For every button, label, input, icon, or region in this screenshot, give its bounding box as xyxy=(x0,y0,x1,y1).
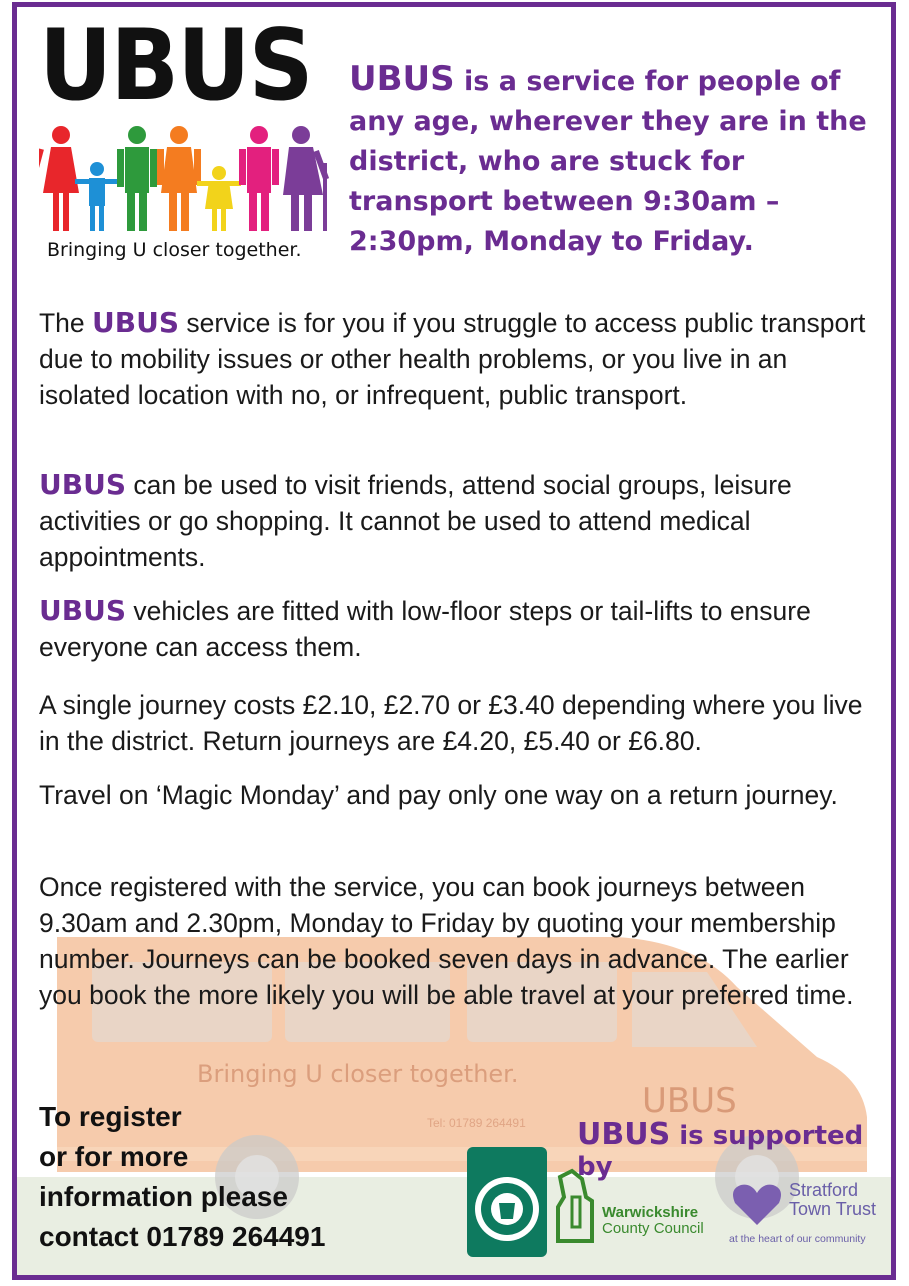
wcc-name: Warwickshire xyxy=(602,1204,699,1221)
wcc-sub: County Council xyxy=(602,1220,704,1237)
contact-block xyxy=(39,1097,399,1257)
contact-phone-line: contact 01789 264491 xyxy=(39,1221,326,1252)
contact-line-1: To register xyxy=(39,1101,182,1132)
logo-tagline: Bringing U closer together. xyxy=(47,239,302,261)
district-council-seal-logo xyxy=(467,1147,547,1257)
family-figures-icon xyxy=(39,123,339,235)
paragraph-uses xyxy=(39,467,879,575)
ubus-inline-logo: UBUS xyxy=(349,59,455,99)
p1-pre: The xyxy=(39,308,93,338)
van-tagline: Bringing U closer together. xyxy=(197,1060,519,1088)
p1-post: service is for you if you struggle to access public transport due to mobility issues or other health problems, or you live in an isolated location with no, or infrequent, public transport. xyxy=(39,308,866,410)
paragraph-who-is-it-for xyxy=(39,305,879,413)
stt-line-1: Stratford xyxy=(789,1180,859,1200)
warwickshire-county-council-logo xyxy=(552,1167,727,1247)
p2-post: can be used to visit friends, attend social groups, leisure activities or go shopping. It cannot be used to attend medical appointments. xyxy=(39,470,792,572)
van-phone: Tel: 01789 264491 xyxy=(427,1116,526,1130)
ubus-inline-logo: UBUS xyxy=(39,594,126,627)
paragraph-booking: Once registered with the service, you can book journeys between 9.30am and 2.30pm, Monday to Friday by quoting your membership number. Journeys can be booked seven days in advance. The earlier you book the more likely you will be able travel at your preferred time. xyxy=(39,872,854,1010)
contact-line-3: information please xyxy=(39,1181,288,1212)
stt-tagline: at the heart of our community xyxy=(729,1233,866,1245)
p3-post: vehicles are fitted with low-floor steps or tail-lifts to ensure everyone can access them. xyxy=(39,596,811,662)
paragraph-fares: A single journey costs £2.10, £2.70 or £3.40 depending where you live in the district. Return journeys are £4.20, £5.40 or £6.80. xyxy=(39,690,863,756)
bear-and-ragged-staff-icon xyxy=(552,1167,602,1247)
paragraph-vehicles xyxy=(39,593,879,665)
flyer xyxy=(12,2,896,1280)
stratford-town-trust-logo xyxy=(729,1175,896,1255)
ubus-inline-logo: UBUS xyxy=(39,468,126,501)
ubus-logo-wordmark: UBUS xyxy=(39,9,312,123)
ubus-inline-logo: UBUS xyxy=(577,1117,671,1152)
intro-statement xyxy=(349,59,879,262)
contact-line-2: or for more xyxy=(39,1141,189,1172)
paragraph-magic-monday: Travel on ‘Magic Monday’ and pay only one way on a return journey. xyxy=(39,780,838,810)
heart-icon xyxy=(729,1179,785,1229)
van-logo: UBUS xyxy=(642,1081,737,1121)
stt-line-2: Town Trust xyxy=(789,1199,877,1219)
intro-text: is a service for people of any age, wherever they are in the district, who are stuck for transport between 9:30am – 2:30pm, Monday to Friday. xyxy=(349,66,867,257)
ubus-inline-logo: UBUS xyxy=(92,306,180,339)
supported-text: is supported by xyxy=(577,1121,864,1182)
